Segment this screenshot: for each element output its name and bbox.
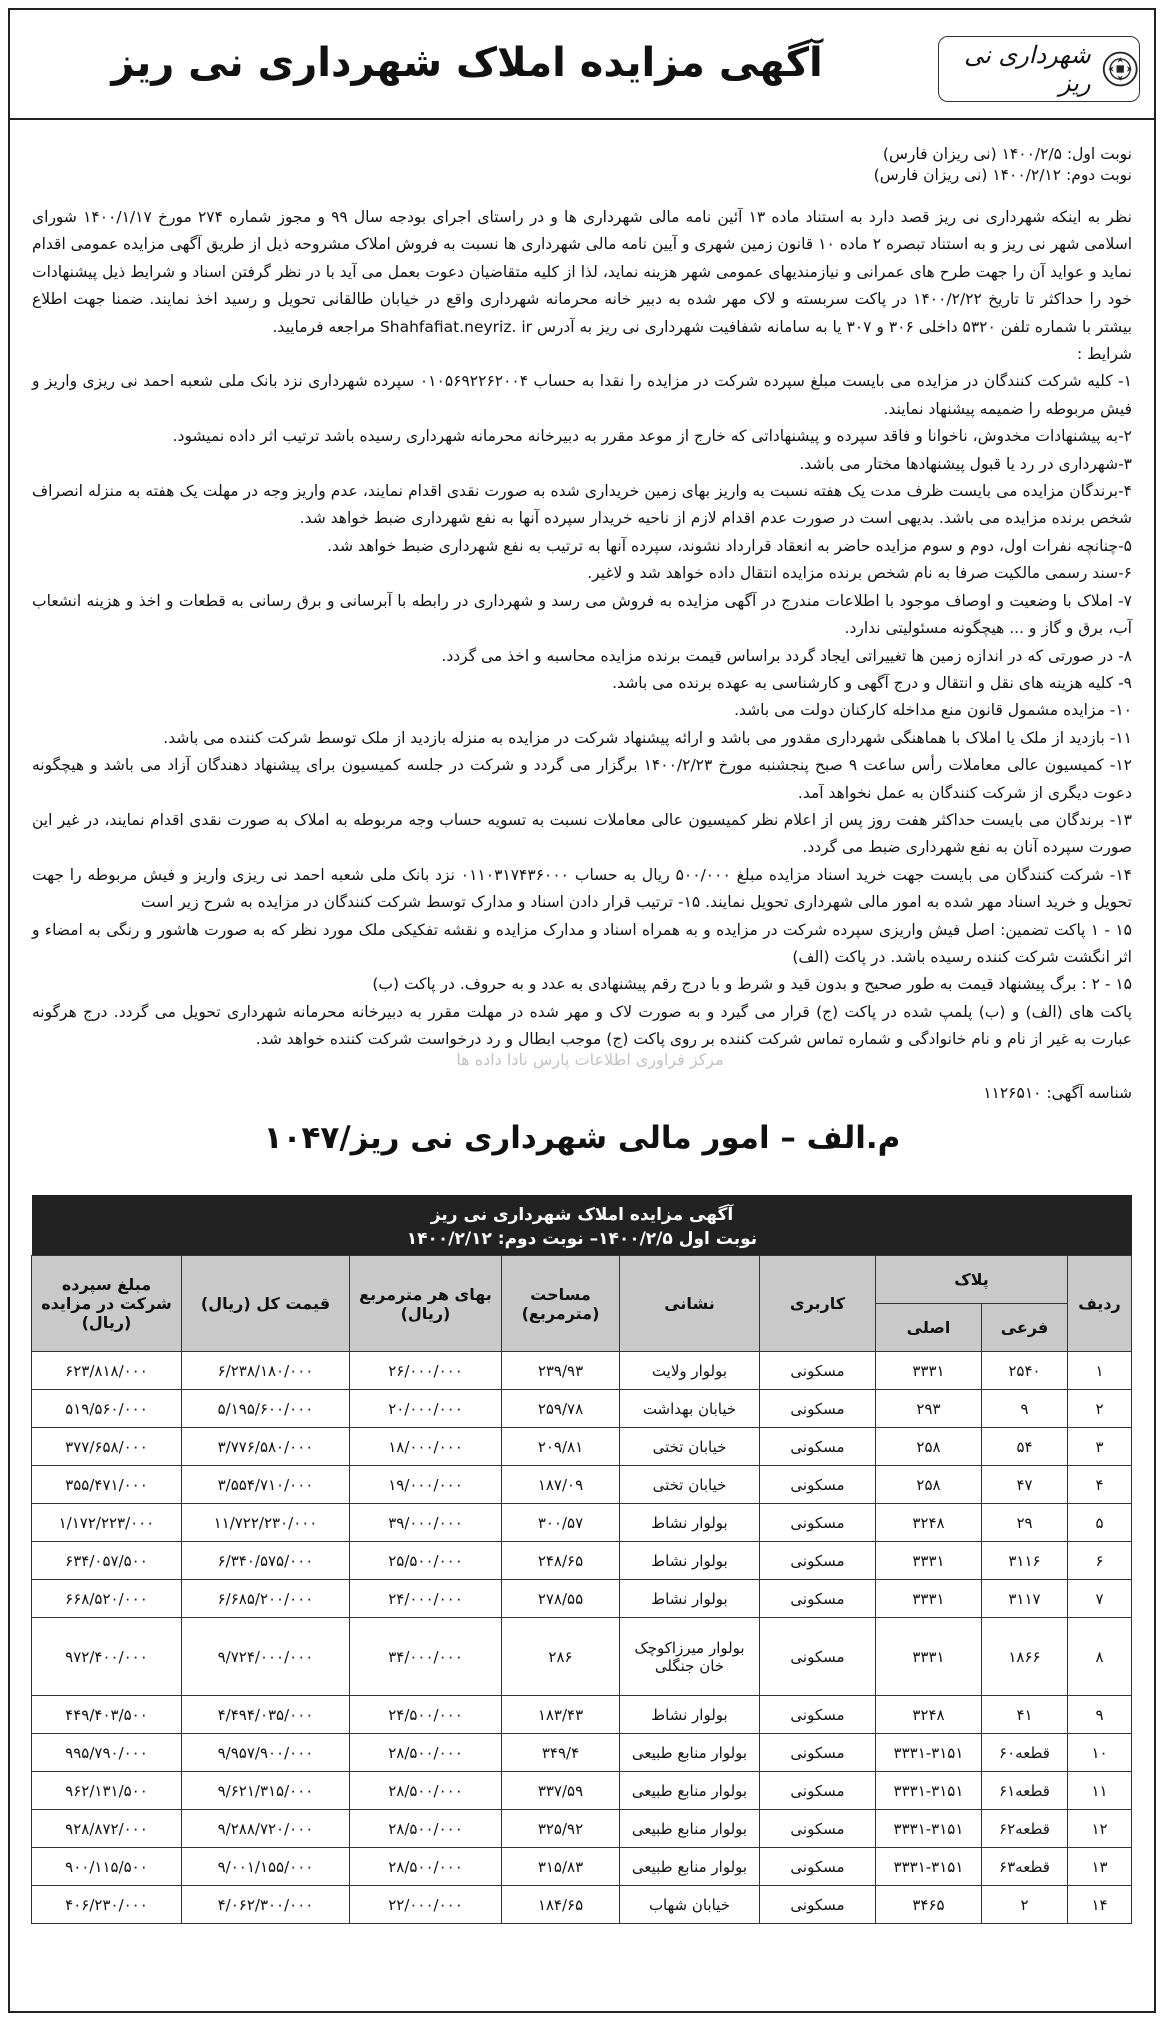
table-row xyxy=(31,1810,1131,1848)
cell-usage: مسکونی xyxy=(759,1810,875,1848)
col-row: ردیف xyxy=(1068,1256,1132,1352)
cell-total-price: ۳/۷۷۶/۵۸۰/۰۰۰ xyxy=(181,1428,349,1466)
cell-address: بولوار منابع طبیعی xyxy=(619,1734,759,1772)
table-row xyxy=(31,1390,1131,1428)
cell-row: ۳ xyxy=(1068,1428,1132,1466)
condition-item: ۳-شهرداری در رد یا قبول پیشنهادها مختار می باشد. xyxy=(799,454,1132,473)
property-table xyxy=(31,1255,1132,1924)
table-header-banner xyxy=(32,1195,1132,1255)
condition-item: ۱۵ - ۲ : برگ پیشنهاد قیمت به طور صحیح و بدون قید و شرط و با درج رقم پیشنهادی به عدد و به حروف. در پاکت (ب) xyxy=(372,975,1132,994)
condition-item: ۵-چنانچه نفرات اول، دوم و سوم مزایده حاضر به انعقاد قرارداد نشوند، سپرده آنها به ترتیب به نفع شهرداری ضبط خواهد شد. xyxy=(327,536,1132,555)
table-subtitle: نوبت اول ۱۴۰۰/۲/۵– نوبت دوم: ۱۴۰۰/۲/۱۲ xyxy=(406,1229,758,1249)
cell-total-price: ۴/۰۶۲/۳۰۰/۰۰۰ xyxy=(181,1886,349,1924)
cell-total-price: ۱۱/۷۲۲/۲۳۰/۰۰۰ xyxy=(181,1504,349,1542)
cell-row: ۴ xyxy=(1068,1466,1132,1504)
cell-deposit: ۴۴۹/۴۰۳/۵۰۰ xyxy=(31,1696,181,1734)
condition-item: ۷- املاک با وضعیت و اوصاف موجود با اطلاعات مندرج در آگهی مزایده به فروش می رسد و شهرداری در رابطه با آبرسانی و برق رسانی به قطعات و اخذ و هزینه انشعاب آب، برق و گاز و ... هیچگونه مسئولیتی ندارد. xyxy=(32,591,1132,638)
cell-address: بولوار منابع طبیعی xyxy=(619,1848,759,1886)
cell-total-price: ۹/۰۰۱/۱۵۵/۰۰۰ xyxy=(181,1848,349,1886)
cell-deposit: ۵۱۹/۵۶۰/۰۰۰ xyxy=(31,1390,181,1428)
cell-deposit: ۱/۱۷۲/۲۲۳/۰۰۰ xyxy=(31,1504,181,1542)
cell-address: بولوار منابع طبیعی xyxy=(619,1810,759,1848)
cell-area: ۳۲۵/۹۲ xyxy=(501,1810,619,1848)
cell-total-price: ۵/۱۹۵/۶۰۰/۰۰۰ xyxy=(181,1390,349,1428)
table-row xyxy=(31,1696,1131,1734)
cell-total-price: ۹/۹۵۷/۹۰۰/۰۰۰ xyxy=(181,1734,349,1772)
cell-plaque-main: ۳۳۳۱-۳۱۵۱ xyxy=(875,1734,981,1772)
cell-address: خیابان شهاب xyxy=(619,1886,759,1924)
cell-plaque-sub: قطعه۶۱ xyxy=(982,1772,1068,1810)
table-row xyxy=(31,1466,1131,1504)
table-row xyxy=(31,1580,1131,1618)
cell-area: ۳۱۵/۸۳ xyxy=(501,1848,619,1886)
cell-total-price: ۹/۲۸۸/۷۲۰/۰۰۰ xyxy=(181,1810,349,1848)
cell-usage: مسکونی xyxy=(759,1428,875,1466)
cell-row: ۱۳ xyxy=(1068,1848,1132,1886)
col-price-per-meter: بهای هر مترمربع (ریال) xyxy=(349,1256,501,1352)
cell-row: ۷ xyxy=(1068,1580,1132,1618)
cell-plaque-sub: ۲۵۴۰ xyxy=(982,1352,1068,1390)
cell-price-per-meter: ۳۴/۰۰۰/۰۰۰ xyxy=(349,1618,501,1696)
cell-price-per-meter: ۲۸/۵۰۰/۰۰۰ xyxy=(349,1772,501,1810)
cell-row: ۶ xyxy=(1068,1542,1132,1580)
cell-price-per-meter: ۲۸/۵۰۰/۰۰۰ xyxy=(349,1848,501,1886)
table-row xyxy=(31,1352,1131,1390)
cell-deposit: ۶۲۳/۸۱۸/۰۰۰ xyxy=(31,1352,181,1390)
table-row xyxy=(31,1618,1131,1696)
cell-deposit: ۳۵۵/۴۷۱/۰۰۰ xyxy=(31,1466,181,1504)
cell-total-price: ۳/۵۵۴/۷۱۰/۰۰۰ xyxy=(181,1466,349,1504)
cell-plaque-main: ۳۳۳۱-۳۱۵۱ xyxy=(875,1772,981,1810)
cell-deposit: ۹۹۵/۷۹۰/۰۰۰ xyxy=(31,1734,181,1772)
condition-item: ۹- کلیه هزینه های نقل و انتقال و درج آگهی و کارشناسی به عهده برنده می باشد. xyxy=(612,673,1132,692)
col-usage: کاربری xyxy=(759,1256,875,1352)
cell-area: ۱۸۷/۰۹ xyxy=(501,1466,619,1504)
cell-area: ۲۸۶ xyxy=(501,1618,619,1696)
col-plaque-sub: فرعی xyxy=(982,1304,1068,1352)
intro-paragraph: نظر به اینکه شهرداری نی ریز قصد دارد به استناد ماده ۱۳ آئین نامه مالی شهرداری ها و در راستای اجرای بودجه سال ۹۹ و مجوز شماره ۲۷۴ مورخ ۱۴۰۰/۱/۱۷ شورای اسلامی شهر نی ریز و به استناد تبصره ۲ ماده ۱۰ قانون زمین شهری و آیین نامه مالی شهرداری ها نسبت به فروش املاک مشروحه ذیل از طریق آگهی مزایده عمومی اقدام نماید و عواید آن را جهت طرح های عمرانی و نیازمندیهای عمومی شهر هزینه نماید، لذا از کلیه متقاضیان دعوت بعمل می آید با در نظر گرفتن اسناد و شرایط ذیل پیشنهادات خود را حداکثر تا تاریخ ۱۴۰۰/۲/۲۲ در پاکت سربسته و لاک مهر شده به دبیر خانه محرمانه شهرداری واقع در خیابان طالقانی تحویل و رسید اخذ نمایند. ضمنا جهت اطلاع بیشتر با شماره تلفن ۵۳۲۰ داخلی ۳۰۶ و ۳۰۷ یا به سامانه شفافیت شهرداری نی ریز به آدرس Shahfafiat.neyriz. ir مراجعه فرمایید. xyxy=(32,208,1133,336)
table-row xyxy=(31,1504,1131,1542)
cell-usage: مسکونی xyxy=(759,1696,875,1734)
notice-body xyxy=(32,204,1132,1054)
footer-title: م.الف – امور مالی شهرداری نی ریز/۱۰۴۷ xyxy=(263,1120,901,1156)
cell-plaque-main: ۳۳۳۱-۳۱۵۱ xyxy=(875,1848,981,1886)
cell-price-per-meter: ۲۵/۵۰۰/۰۰۰ xyxy=(349,1542,501,1580)
issue-dates xyxy=(32,144,1132,186)
cell-plaque-main: ۲۵۸ xyxy=(875,1466,981,1504)
cell-plaque-sub: ۹ xyxy=(982,1390,1068,1428)
cell-total-price: ۶/۶۸۵/۲۰۰/۰۰۰ xyxy=(181,1580,349,1618)
cell-plaque-main: ۳۳۳۱ xyxy=(875,1618,981,1696)
cell-plaque-sub: ۴۷ xyxy=(982,1466,1068,1504)
auction-table xyxy=(32,1195,1132,1924)
ad-id: شناسه آگهی: ۱۱۲۶۵۱۰ xyxy=(983,1084,1132,1102)
cell-address: خیابان تختی xyxy=(619,1466,759,1504)
cell-usage: مسکونی xyxy=(759,1618,875,1696)
cell-usage: مسکونی xyxy=(759,1352,875,1390)
cell-usage: مسکونی xyxy=(759,1466,875,1504)
cell-price-per-meter: ۱۹/۰۰۰/۰۰۰ xyxy=(349,1466,501,1504)
cell-row: ۱۲ xyxy=(1068,1810,1132,1848)
condition-item: ۸- در صورتی که در اندازه زمین ها تغییراتی ایجاد گردد براساس قیمت برنده مزایده محاسبه و اخذ می گردد. xyxy=(441,646,1132,665)
cell-row: ۱۱ xyxy=(1068,1772,1132,1810)
col-plaque: پلاک xyxy=(875,1256,1067,1304)
condition-item: ۴-برندگان مزایده می بایست ظرف مدت یک هفته نسبت به واریز بهای زمین خریداری شده به صورت نقدی اقدام نمایند، عدم واریز وجه در مهلت یک هفته به منزله انصراف شخص برنده مزایده می باشد. بدیهی است در صورت عدم اقدام لازم از ناحیه خریدار سپرده آنها به نفع شهرداری ضبط خواهد شد. xyxy=(32,482,1132,528)
condition-item: ۱۳- برندگان می بایست حداکثر هفت روز پس از اعلام نظر کمیسیون عالی معاملات نسبت به تسویه حساب وجه مربوطه به املاک به صورت نقدی اقدام نمایند، در غیر این صورت سپرده آنان به نفع شهرداری ضبط می گردد. xyxy=(32,810,1132,857)
cell-total-price: ۴/۴۹۴/۰۳۵/۰۰۰ xyxy=(181,1696,349,1734)
cell-usage: مسکونی xyxy=(759,1580,875,1618)
cell-area: ۲۳۹/۹۳ xyxy=(501,1352,619,1390)
table-title: آگهی مزایده املاک شهرداری نی ریز xyxy=(430,1205,734,1225)
cell-usage: مسکونی xyxy=(759,1542,875,1580)
cell-price-per-meter: ۲۸/۵۰۰/۰۰۰ xyxy=(349,1734,501,1772)
cell-plaque-main: ۳۲۴۸ xyxy=(875,1504,981,1542)
cell-area: ۳۰۰/۵۷ xyxy=(501,1504,619,1542)
cell-plaque-main: ۳۳۳۱ xyxy=(875,1352,981,1390)
cell-usage: مسکونی xyxy=(759,1390,875,1428)
cell-plaque-sub: ۳۱۱۷ xyxy=(982,1580,1068,1618)
cell-deposit: ۹۷۲/۴۰۰/۰۰۰ xyxy=(31,1618,181,1696)
condition-item: ۱۱- بازدید از ملک یا املاک با هماهنگی شهرداری مقدور می باشد و ارائه پیشنهاد شرکت در مزایده به منزله بازدید از ملک توسط شرکت کننده می باشد. xyxy=(163,728,1132,747)
table-body xyxy=(31,1352,1131,1924)
table-row xyxy=(31,1848,1131,1886)
condition-item: ۶-سند رسمی مالکیت صرفا به نام شخص برنده مزایده انتقال داده خواهد شد و لاغیر. xyxy=(587,564,1132,583)
municipality-logo xyxy=(938,36,1140,102)
cell-deposit: ۶۳۴/۰۵۷/۵۰۰ xyxy=(31,1542,181,1580)
cell-plaque-main: ۲۹۳ xyxy=(875,1390,981,1428)
cell-total-price: ۶/۲۳۸/۱۸۰/۰۰۰ xyxy=(181,1352,349,1390)
cell-price-per-meter: ۲۸/۵۰۰/۰۰۰ xyxy=(349,1810,501,1848)
table-row xyxy=(31,1886,1131,1924)
cell-area: ۱۸۳/۴۳ xyxy=(501,1696,619,1734)
cell-price-per-meter: ۲۲/۰۰۰/۰۰۰ xyxy=(349,1886,501,1924)
cell-deposit: ۹۶۲/۱۳۱/۵۰۰ xyxy=(31,1772,181,1810)
cell-plaque-sub: ۱۸۶۶ xyxy=(982,1618,1068,1696)
cell-price-per-meter: ۳۹/۰۰۰/۰۰۰ xyxy=(349,1504,501,1542)
notice-page xyxy=(8,8,1156,2013)
cell-price-per-meter: ۲۴/۵۰۰/۰۰۰ xyxy=(349,1696,501,1734)
cell-plaque-sub: ۲ xyxy=(982,1886,1068,1924)
cell-row: ۱۴ xyxy=(1068,1886,1132,1924)
cell-area: ۳۳۷/۵۹ xyxy=(501,1772,619,1810)
cell-total-price: ۹/۶۲۱/۳۱۵/۰۰۰ xyxy=(181,1772,349,1810)
cell-plaque-main: ۲۵۸ xyxy=(875,1428,981,1466)
cell-plaque-sub: قطعه۶۲ xyxy=(982,1810,1068,1848)
emblem-icon xyxy=(1101,48,1139,90)
cell-area: ۲۵۹/۷۸ xyxy=(501,1390,619,1428)
cell-plaque-main: ۳۳۳۱ xyxy=(875,1542,981,1580)
condition-item: ۱۲- کمیسیون عالی معاملات رأس ساعت ۹ صبح پنجشنبه مورخ ۱۴۰۰/۲/۲۳ برگزار می گردد و شرکت در جلسه کمیسیون برای پیشنهاد دهندگان آزاد می باشد و هیچگونه دعوت دیگری از شرکت کنندگان به عمل نخواهد آمد. xyxy=(32,756,1133,802)
cell-plaque-main: ۳۲۴۸ xyxy=(875,1696,981,1734)
watermark: مرکز فراوری اطلاعات پارس نادا داده ها xyxy=(456,1050,724,1069)
table-row xyxy=(31,1542,1131,1580)
cell-usage: مسکونی xyxy=(759,1886,875,1924)
cell-price-per-meter: ۱۸/۰۰۰/۰۰۰ xyxy=(349,1428,501,1466)
col-area: مساحت (مترمربع) xyxy=(501,1256,619,1352)
first-issue: نوبت اول: ۱۴۰۰/۲/۵ (نی ریزان فارس) xyxy=(882,145,1132,163)
cell-plaque-sub: ۵۴ xyxy=(982,1428,1068,1466)
cell-plaque-sub: ۴۱ xyxy=(982,1696,1068,1734)
cell-plaque-sub: ۳۱۱۶ xyxy=(982,1542,1068,1580)
cell-address: بولوار نشاط xyxy=(619,1542,759,1580)
condition-item: ۱- کلیه شرکت کنندگان در مزایده می بایست مبلغ سپرده شرکت در مزایده را نقدا به حساب ۰۱۰۵۶۹۲۲۶۲۰۰۴ سپرده شهرداری نزد بانک ملی شعبه احمد نی ریزی واریز و فیش مربوطه را ضمیمه پیشنهاد نمایند. xyxy=(32,372,1132,418)
cell-total-price: ۹/۷۲۴/۰۰۰/۰۰۰ xyxy=(181,1618,349,1696)
cell-plaque-sub: قطعه۶۳ xyxy=(982,1848,1068,1886)
cell-address: بولوار ولایت xyxy=(619,1352,759,1390)
cell-area: ۲۰۹/۸۱ xyxy=(501,1428,619,1466)
table-row xyxy=(31,1734,1131,1772)
cell-total-price: ۶/۳۴۰/۵۷۵/۰۰۰ xyxy=(181,1542,349,1580)
cell-price-per-meter: ۲۴/۰۰۰/۰۰۰ xyxy=(349,1580,501,1618)
cell-row: ۵ xyxy=(1068,1504,1132,1542)
cell-plaque-sub: قطعه۶۰ xyxy=(982,1734,1068,1772)
col-address: نشانی xyxy=(619,1256,759,1352)
cell-area: ۲۴۸/۶۵ xyxy=(501,1542,619,1580)
cell-address: خیابان تختی xyxy=(619,1428,759,1466)
cell-address: بولوار نشاط xyxy=(619,1504,759,1542)
condition-item: ۱۴- شرکت کنندگان می بایست جهت خرید اسناد مزایده مبلغ ۵۰۰/۰۰۰ ریال به حساب ۰۱۱۰۳۱۷۴۳۶۰۰۰ نزد بانک ملی شعبه احمد نی ریزی واریز و فیش مربوطه را جهت تحویل و خرید اسناد مهر شده به امور مالی شهرداری تحویل نمایند. ۱۵- ترتیب قرار دادن اسناد و مدارک توسط شرکت کنندگان در مزایده به شرح زیر است xyxy=(32,865,1132,912)
condition-item: ۲-به پیشنهادات مخدوش، ناخوانا و فاقد سپرده و پیشنهاداتی که خارج از موعد مقرر به دبیرخانه محرمانه شهرداری رسیده باشد ترتیب اثر داده نمیشود. xyxy=(172,427,1132,446)
cell-usage: مسکونی xyxy=(759,1848,875,1886)
condition-item: پاکت های (الف) و (ب) پلمپ شده در پاکت (ج) قرار می گیرد و به صورت لاک و مهر شده در مهلت مقرر به دبیرخانه محرمانه شهرداری تحویل می گردد. درج هرگونه عبارت به غیر از نام و نام خانوادگی و شماره تماس شرکت کننده بر روی پاکت (ج) موجب ابطال و رد درخواست شرکت کننده خواهد شد. xyxy=(32,1002,1132,1049)
cell-usage: مسکونی xyxy=(759,1504,875,1542)
condition-item: ۱۵ - ۱ پاکت تضمین: اصل فیش واریزی سپرده شرکت در مزایده و به همراه اسناد و مدارک مزایده و نقشه تفکیکی ملک مورد نظر که به صورت هاشور و رنگی به امضاء و اثر انگشت شرکت کننده رسیده باشد. در پاکت (الف) xyxy=(32,920,1132,966)
cell-row: ۱۰ xyxy=(1068,1734,1132,1772)
condition-item: ۱۰- مزایده مشمول قانون منع مداخله کارکنان دولت می باشد. xyxy=(734,701,1132,720)
cell-row: ۸ xyxy=(1068,1618,1132,1696)
cell-area: ۲۷۸/۵۵ xyxy=(501,1580,619,1618)
cell-plaque-sub: ۲۹ xyxy=(982,1504,1068,1542)
cell-row: ۹ xyxy=(1068,1696,1132,1734)
conditions-title: شرایط : xyxy=(1076,345,1132,364)
cell-usage: مسکونی xyxy=(759,1734,875,1772)
cell-plaque-main: ۳۳۳۱-۳۱۵۱ xyxy=(875,1810,981,1848)
table-row xyxy=(31,1772,1131,1810)
logo-text: شهرداری نی ریز xyxy=(964,41,1091,97)
cell-plaque-main: ۳۴۶۵ xyxy=(875,1886,981,1924)
cell-row: ۲ xyxy=(1068,1390,1132,1428)
cell-deposit: ۹۰۰/۱۱۵/۵۰۰ xyxy=(31,1848,181,1886)
cell-area: ۳۴۹/۴ xyxy=(501,1734,619,1772)
cell-plaque-main: ۳۳۳۱ xyxy=(875,1580,981,1618)
cell-area: ۱۸۴/۶۵ xyxy=(501,1886,619,1924)
cell-price-per-meter: ۲۰/۰۰۰/۰۰۰ xyxy=(349,1390,501,1428)
col-plaque-main: اصلی xyxy=(875,1304,981,1352)
cell-row: ۱ xyxy=(1068,1352,1132,1390)
cell-deposit: ۳۷۷/۶۵۸/۰۰۰ xyxy=(31,1428,181,1466)
col-total-price: قیمت کل (ریال) xyxy=(181,1256,349,1352)
col-deposit: مبلغ سپرده شرکت در مزایده (ریال) xyxy=(31,1256,181,1352)
cell-deposit: ۴۰۶/۲۳۰/۰۰۰ xyxy=(31,1886,181,1924)
second-issue: نوبت دوم: ۱۴۰۰/۲/۱۲ (نی ریزان فارس) xyxy=(873,166,1132,184)
cell-address: بولوار میرزاکوچک خان جنگلی xyxy=(619,1618,759,1696)
cell-address: خیابان بهداشت xyxy=(619,1390,759,1428)
cell-address: بولوار نشاط xyxy=(619,1580,759,1618)
cell-address: بولوار نشاط xyxy=(619,1696,759,1734)
conditions-list xyxy=(32,368,1132,1053)
table-row xyxy=(31,1428,1131,1466)
cell-address: بولوار منابع طبیعی xyxy=(619,1772,759,1810)
page-title: آگهی مزایده املاک شهرداری نی ریز xyxy=(111,40,823,86)
header xyxy=(10,10,1154,120)
cell-usage: مسکونی xyxy=(759,1772,875,1810)
cell-deposit: ۶۶۸/۵۲۰/۰۰۰ xyxy=(31,1580,181,1618)
cell-price-per-meter: ۲۶/۰۰۰/۰۰۰ xyxy=(349,1352,501,1390)
cell-deposit: ۹۲۸/۸۷۲/۰۰۰ xyxy=(31,1810,181,1848)
